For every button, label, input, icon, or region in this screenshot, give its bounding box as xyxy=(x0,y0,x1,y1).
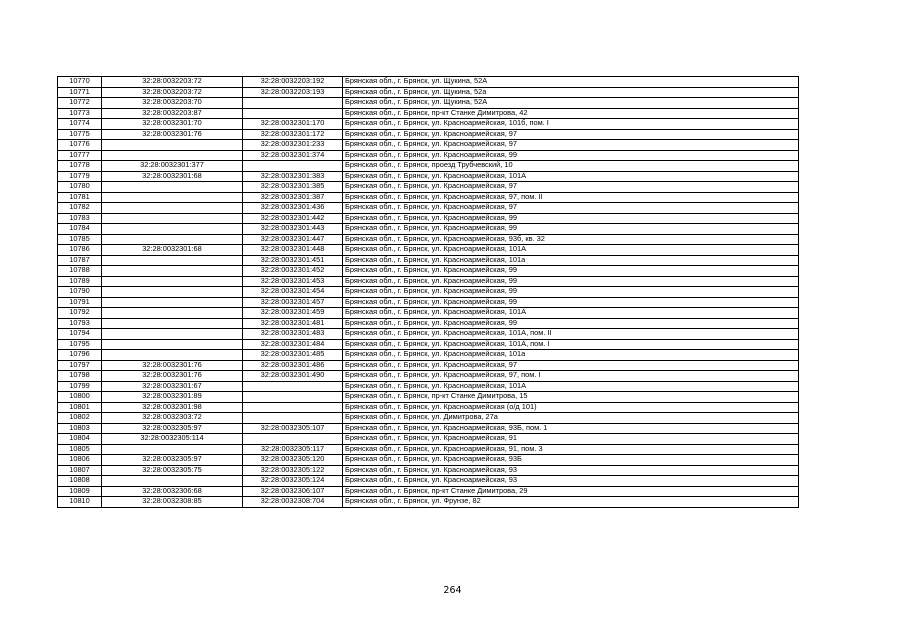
address-cell: Брянская обл., г. Брянск, ул. Щукина, 52А xyxy=(343,98,799,109)
address-cell: Брянская обл., г. Брянск, ул. Красноармейская, 93Б, пом. 1 xyxy=(343,423,799,434)
object-cadastral-number-cell: 32:28:0032306:107 xyxy=(243,486,343,497)
object-cadastral-number-cell: 32:28:0032301:481 xyxy=(243,318,343,329)
address-cell: Брянская обл., г. Брянск, ул. Щукина, 52А xyxy=(343,77,799,88)
table-row xyxy=(58,87,799,98)
table-row xyxy=(58,119,799,130)
cadastral-number-cell: 32:28:0032203:70 xyxy=(102,98,243,109)
table-row xyxy=(58,465,799,476)
address-cell: Брянская обл., г. Брянск, ул. Красноармейская, 101А xyxy=(343,381,799,392)
table-row xyxy=(58,455,799,466)
cadastral-number-cell: 32:28:0032306:68 xyxy=(102,486,243,497)
cadastral-number-cell xyxy=(102,234,243,245)
cadastral-number-cell: 32:28:0032305:97 xyxy=(102,423,243,434)
address-cell: Брянская обл., г. Брянск, ул. Димитрова, 27а xyxy=(343,413,799,424)
row-number-cell: 10810 xyxy=(58,497,102,508)
address-cell: Брянская обл., г. Брянск, ул. Красноармейская, 101а xyxy=(343,350,799,361)
cadastral-number-cell: 32:28:0032301:76 xyxy=(102,371,243,382)
object-cadastral-number-cell: 32:28:0032301:490 xyxy=(243,371,343,382)
row-number-cell: 10807 xyxy=(58,465,102,476)
address-cell: Брянская обл., г. Брянск, ул. Красноармейская, 101А, пом. I xyxy=(343,339,799,350)
address-cell: Брянская обл., г. Брянск, проезд Трубчевский, 10 xyxy=(343,161,799,172)
cadastral-number-cell: 32:28:0032301:67 xyxy=(102,381,243,392)
cadastral-number-cell: 32:28:0032305:114 xyxy=(102,434,243,445)
address-cell: Брянская обл., г. Брянск, ул. Красноармейская, 101а xyxy=(343,255,799,266)
table-row xyxy=(58,171,799,182)
table-row xyxy=(58,129,799,140)
cadastral-number-cell xyxy=(102,224,243,235)
address-cell: Брянская обл., г. Брянск, ул. Красноармейская, 99 xyxy=(343,224,799,235)
cadastral-number-cell: 32:28:0032301:76 xyxy=(102,360,243,371)
cadastral-number-cell xyxy=(102,308,243,319)
address-cell: Брянская обл., г. Брянск, ул. Щукина, 52а xyxy=(343,87,799,98)
table-row xyxy=(58,224,799,235)
row-number-cell: 10800 xyxy=(58,392,102,403)
object-cadastral-number-cell: 32:28:0032301:387 xyxy=(243,192,343,203)
object-cadastral-number-cell: 32:28:0032301:442 xyxy=(243,213,343,224)
address-cell: Брянская обл., г. Брянск, ул. Красноармейская, 93б, кв. 32 xyxy=(343,234,799,245)
address-cell: Брянская обл., г. Брянск, ул. Красноармейская, 93 xyxy=(343,476,799,487)
table-row xyxy=(58,98,799,109)
object-cadastral-number-cell: 32:28:0032301:484 xyxy=(243,339,343,350)
cadastral-number-cell xyxy=(102,266,243,277)
row-number-cell: 10794 xyxy=(58,329,102,340)
table-row xyxy=(58,381,799,392)
cadastral-number-cell xyxy=(102,150,243,161)
cadastral-number-cell xyxy=(102,140,243,151)
cadastral-number-cell xyxy=(102,339,243,350)
address-cell: Брянская обл., г. Брянск, ул. Красноармейская, 99 xyxy=(343,287,799,298)
row-number-cell: 10775 xyxy=(58,129,102,140)
row-number-cell: 10782 xyxy=(58,203,102,214)
row-number-cell: 10795 xyxy=(58,339,102,350)
registry-table xyxy=(57,76,799,508)
row-number-cell: 10805 xyxy=(58,444,102,455)
address-cell: Брянская обл., г. Брянск, ул. Фрунзе, 82 xyxy=(343,497,799,508)
row-number-cell: 10783 xyxy=(58,213,102,224)
object-cadastral-number-cell xyxy=(243,161,343,172)
row-number-cell: 10781 xyxy=(58,192,102,203)
table-row xyxy=(58,192,799,203)
table-row xyxy=(58,182,799,193)
row-number-cell: 10796 xyxy=(58,350,102,361)
table-row xyxy=(58,392,799,403)
object-cadastral-number-cell: 32:28:0032305:120 xyxy=(243,455,343,466)
row-number-cell: 10792 xyxy=(58,308,102,319)
cadastral-number-cell: 32:28:0032301:68 xyxy=(102,245,243,256)
address-cell: Брянская обл., г. Брянск, пр-кт Станке Димитрова, 42 xyxy=(343,108,799,119)
row-number-cell: 10786 xyxy=(58,245,102,256)
table-row xyxy=(58,402,799,413)
address-cell: Брянская обл., г. Брянск, пр-кт Станке Димитрова, 29 xyxy=(343,486,799,497)
address-cell: Брянская обл., г. Брянск, ул. Красноармейская, 99 xyxy=(343,213,799,224)
object-cadastral-number-cell: 32:28:0032305:124 xyxy=(243,476,343,487)
object-cadastral-number-cell: 32:28:0032305:122 xyxy=(243,465,343,476)
object-cadastral-number-cell: 32:28:0032301:459 xyxy=(243,308,343,319)
cadastral-number-cell: 32:28:0032301:377 xyxy=(102,161,243,172)
object-cadastral-number-cell: 32:28:0032301:451 xyxy=(243,255,343,266)
address-cell: Брянская обл., г. Брянск, ул. Красноармейская, 97 xyxy=(343,182,799,193)
address-cell: Брянская обл., г. Брянск, ул. Красноармейская, 99 xyxy=(343,318,799,329)
address-cell: Брянская обл., г. Брянск, ул. Красноармейская (о/д 101) xyxy=(343,402,799,413)
address-cell: Брянская обл., г. Брянск, ул. Красноармейская, 91 xyxy=(343,434,799,445)
cadastral-number-cell xyxy=(102,318,243,329)
row-number-cell: 10776 xyxy=(58,140,102,151)
cadastral-number-cell: 32:28:0032301:76 xyxy=(102,129,243,140)
table-row xyxy=(58,255,799,266)
table-row xyxy=(58,108,799,119)
cadastral-number-cell xyxy=(102,276,243,287)
cadastral-number-cell: 32:28:0032203:72 xyxy=(102,77,243,88)
row-number-cell: 10770 xyxy=(58,77,102,88)
address-cell: Брянская обл., г. Брянск, ул. Красноармейская, 97, пом. II xyxy=(343,192,799,203)
table-row xyxy=(58,234,799,245)
row-number-cell: 10790 xyxy=(58,287,102,298)
address-cell: Брянская обл., г. Брянск, ул. Красноармейская, 101А xyxy=(343,245,799,256)
object-cadastral-number-cell: 32:28:0032301:443 xyxy=(243,224,343,235)
table-row xyxy=(58,203,799,214)
object-cadastral-number-cell: 32:28:0032203:193 xyxy=(243,87,343,98)
row-number-cell: 10798 xyxy=(58,371,102,382)
cadastral-number-cell: 32:28:0032305:97 xyxy=(102,455,243,466)
table-row xyxy=(58,245,799,256)
table-row xyxy=(58,318,799,329)
object-cadastral-number-cell: 32:28:0032301:486 xyxy=(243,360,343,371)
address-cell: Брянская обл., г. Брянск, пр-кт Станке Димитрова, 15 xyxy=(343,392,799,403)
cadastral-number-cell xyxy=(102,192,243,203)
object-cadastral-number-cell: 32:28:0032305:117 xyxy=(243,444,343,455)
table-row xyxy=(58,161,799,172)
table-row xyxy=(58,150,799,161)
cadastral-number-cell xyxy=(102,213,243,224)
table-row xyxy=(58,497,799,508)
table-row xyxy=(58,434,799,445)
table-row xyxy=(58,423,799,434)
address-cell: Брянская обл., г. Брянск, ул. Красноармейская, 97 xyxy=(343,203,799,214)
table-row xyxy=(58,213,799,224)
address-cell: Брянская обл., г. Брянск, ул. Красноармейская, 99 xyxy=(343,297,799,308)
table-row xyxy=(58,444,799,455)
object-cadastral-number-cell: 32:28:0032301:436 xyxy=(243,203,343,214)
row-number-cell: 10802 xyxy=(58,413,102,424)
object-cadastral-number-cell xyxy=(243,392,343,403)
table-row xyxy=(58,339,799,350)
cadastral-number-cell: 32:28:0032301:89 xyxy=(102,392,243,403)
object-cadastral-number-cell: 32:28:0032301:457 xyxy=(243,297,343,308)
table-row xyxy=(58,308,799,319)
object-cadastral-number-cell: 32:28:0032301:385 xyxy=(243,182,343,193)
object-cadastral-number-cell: 32:28:0032301:374 xyxy=(243,150,343,161)
cadastral-number-cell: 32:28:0032301:68 xyxy=(102,171,243,182)
object-cadastral-number-cell: 32:28:0032301:447 xyxy=(243,234,343,245)
object-cadastral-number-cell: 32:28:0032301:170 xyxy=(243,119,343,130)
address-cell: Брянская обл., г. Брянск, ул. Красноармейская, 99 xyxy=(343,276,799,287)
address-cell: Брянская обл., г. Брянск, ул. Красноармейская, 97 xyxy=(343,140,799,151)
table-row xyxy=(58,486,799,497)
object-cadastral-number-cell: 32:28:0032305:107 xyxy=(243,423,343,434)
cadastral-number-cell: 32:28:0032301:70 xyxy=(102,119,243,130)
object-cadastral-number-cell: 32:28:0032301:172 xyxy=(243,129,343,140)
row-number-cell: 10771 xyxy=(58,87,102,98)
object-cadastral-number-cell xyxy=(243,413,343,424)
cadastral-number-cell xyxy=(102,255,243,266)
object-cadastral-number-cell: 32:28:0032301:454 xyxy=(243,287,343,298)
row-number-cell: 10778 xyxy=(58,161,102,172)
table-row xyxy=(58,297,799,308)
address-cell: Брянская обл., г. Брянск, ул. Красноармейская, 99 xyxy=(343,266,799,277)
row-number-cell: 10793 xyxy=(58,318,102,329)
table-row xyxy=(58,266,799,277)
object-cadastral-number-cell: 32:28:0032301:485 xyxy=(243,350,343,361)
cadastral-number-cell xyxy=(102,329,243,340)
table-row xyxy=(58,476,799,487)
object-cadastral-number-cell: 32:28:0032301:383 xyxy=(243,171,343,182)
cadastral-number-cell xyxy=(102,287,243,298)
object-cadastral-number-cell: 32:28:0032308:704 xyxy=(243,497,343,508)
object-cadastral-number-cell xyxy=(243,434,343,445)
cadastral-number-cell: 32:28:0032305:75 xyxy=(102,465,243,476)
object-cadastral-number-cell xyxy=(243,108,343,119)
table-row xyxy=(58,287,799,298)
object-cadastral-number-cell xyxy=(243,402,343,413)
table-row xyxy=(58,371,799,382)
row-number-cell: 10787 xyxy=(58,255,102,266)
row-number-cell: 10788 xyxy=(58,266,102,277)
table-row xyxy=(58,77,799,88)
address-cell: Брянская обл., г. Брянск, ул. Красноармейская, 99 xyxy=(343,150,799,161)
object-cadastral-number-cell: 32:28:0032301:452 xyxy=(243,266,343,277)
cadastral-number-cell xyxy=(102,297,243,308)
object-cadastral-number-cell: 32:28:0032301:483 xyxy=(243,329,343,340)
object-cadastral-number-cell: 32:28:0032301:233 xyxy=(243,140,343,151)
address-cell: Брянская обл., г. Брянск, ул. Красноармейская, 93 xyxy=(343,465,799,476)
row-number-cell: 10801 xyxy=(58,402,102,413)
table-row xyxy=(58,329,799,340)
row-number-cell: 10774 xyxy=(58,119,102,130)
row-number-cell: 10785 xyxy=(58,234,102,245)
row-number-cell: 10803 xyxy=(58,423,102,434)
cadastral-number-cell: 32:28:0032203:87 xyxy=(102,108,243,119)
row-number-cell: 10806 xyxy=(58,455,102,466)
registry-table-body xyxy=(58,77,799,508)
object-cadastral-number-cell xyxy=(243,381,343,392)
cadastral-number-cell: 32:28:0032303:72 xyxy=(102,413,243,424)
address-cell: Брянская обл., г. Брянск, ул. Красноармейская, 97 xyxy=(343,129,799,140)
table-row xyxy=(58,350,799,361)
cadastral-number-cell xyxy=(102,182,243,193)
address-cell: Брянская обл., г. Брянск, ул. Красноармейская, 101А, пом. II xyxy=(343,329,799,340)
row-number-cell: 10789 xyxy=(58,276,102,287)
object-cadastral-number-cell: 32:28:0032203:192 xyxy=(243,77,343,88)
cadastral-number-cell: 32:28:0032301:98 xyxy=(102,402,243,413)
address-cell: Брянская обл., г. Брянск, ул. Красноармейская, 101б, пом. I xyxy=(343,119,799,130)
cadastral-number-cell: 32:28:0032308:85 xyxy=(102,497,243,508)
row-number-cell: 10804 xyxy=(58,434,102,445)
row-number-cell: 10780 xyxy=(58,182,102,193)
table-row xyxy=(58,276,799,287)
row-number-cell: 10777 xyxy=(58,150,102,161)
address-cell: Брянская обл., г. Брянск, ул. Красноармейская, 91, пом. 3 xyxy=(343,444,799,455)
cadastral-number-cell xyxy=(102,444,243,455)
address-cell: Брянская обл., г. Брянск, ул. Красноармейская, 97 xyxy=(343,360,799,371)
object-cadastral-number-cell: 32:28:0032301:448 xyxy=(243,245,343,256)
table-row xyxy=(58,413,799,424)
address-cell: Брянская обл., г. Брянск, ул. Красноармейская, 93Б xyxy=(343,455,799,466)
row-number-cell: 10799 xyxy=(58,381,102,392)
cadastral-number-cell xyxy=(102,203,243,214)
row-number-cell: 10791 xyxy=(58,297,102,308)
row-number-cell: 10779 xyxy=(58,171,102,182)
cadastral-number-cell xyxy=(102,350,243,361)
object-cadastral-number-cell xyxy=(243,98,343,109)
row-number-cell: 10797 xyxy=(58,360,102,371)
address-cell: Брянская обл., г. Брянск, ул. Красноармейская, 97, пом. I xyxy=(343,371,799,382)
table-row xyxy=(58,360,799,371)
address-cell: Брянская обл., г. Брянск, ул. Красноармейская, 101А xyxy=(343,171,799,182)
row-number-cell: 10784 xyxy=(58,224,102,235)
page-number: 264 xyxy=(443,585,462,596)
row-number-cell: 10773 xyxy=(58,108,102,119)
row-number-cell: 10809 xyxy=(58,486,102,497)
address-cell: Брянская обл., г. Брянск, ул. Красноармейская, 101А xyxy=(343,308,799,319)
cadastral-number-cell xyxy=(102,476,243,487)
row-number-cell: 10772 xyxy=(58,98,102,109)
row-number-cell: 10808 xyxy=(58,476,102,487)
cadastral-number-cell: 32:28:0032203:72 xyxy=(102,87,243,98)
table-row xyxy=(58,140,799,151)
object-cadastral-number-cell: 32:28:0032301:453 xyxy=(243,276,343,287)
